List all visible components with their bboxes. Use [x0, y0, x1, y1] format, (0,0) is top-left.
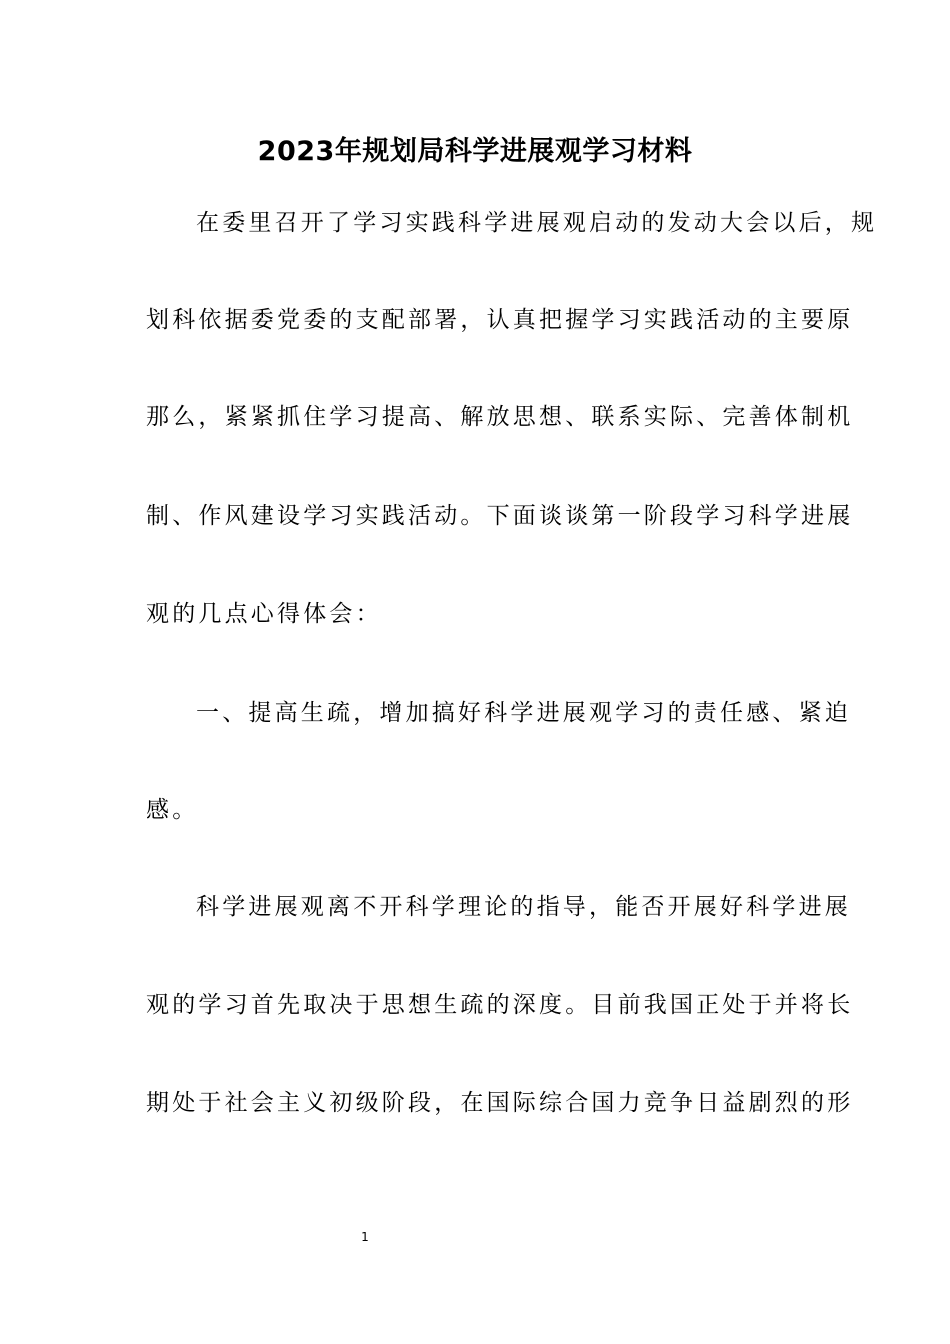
paragraph-line: 科学进展观离不开科学理论的指导，能否开展好科学进展	[196, 894, 851, 920]
paragraph-line: 制、作风建设学习实践活动。下面谈谈第一阶段学习科学进展	[146, 503, 854, 529]
paragraph-line: 一、提高生疏，增加搞好科学进展观学习的责任感、紧迫	[196, 700, 851, 726]
page-number: 1	[361, 1230, 369, 1244]
paragraph-line: 划科依据委党委的支配部署，认真把握学习实践活动的主要原	[146, 307, 854, 333]
paragraph-line: 在委里召开了学习实践科学进展观启动的发动大会以后，规	[196, 210, 878, 236]
document-title: 2023年规划局科学进展观学习材料	[257, 136, 693, 167]
paragraph-line: 那么，紧紧抓住学习提高、解放思想、联系实际、完善体制机	[146, 404, 854, 430]
paragraph-line: 感。	[146, 797, 199, 823]
paragraph-line: 观的几点心得体会：	[146, 601, 382, 627]
paragraph-line: 观的学习首先取决于思想生疏的深度。目前我国正处于并将长	[146, 992, 854, 1018]
paragraph-line: 期处于社会主义初级阶段，在国际综合国力竞争日益剧烈的形	[146, 1090, 854, 1116]
